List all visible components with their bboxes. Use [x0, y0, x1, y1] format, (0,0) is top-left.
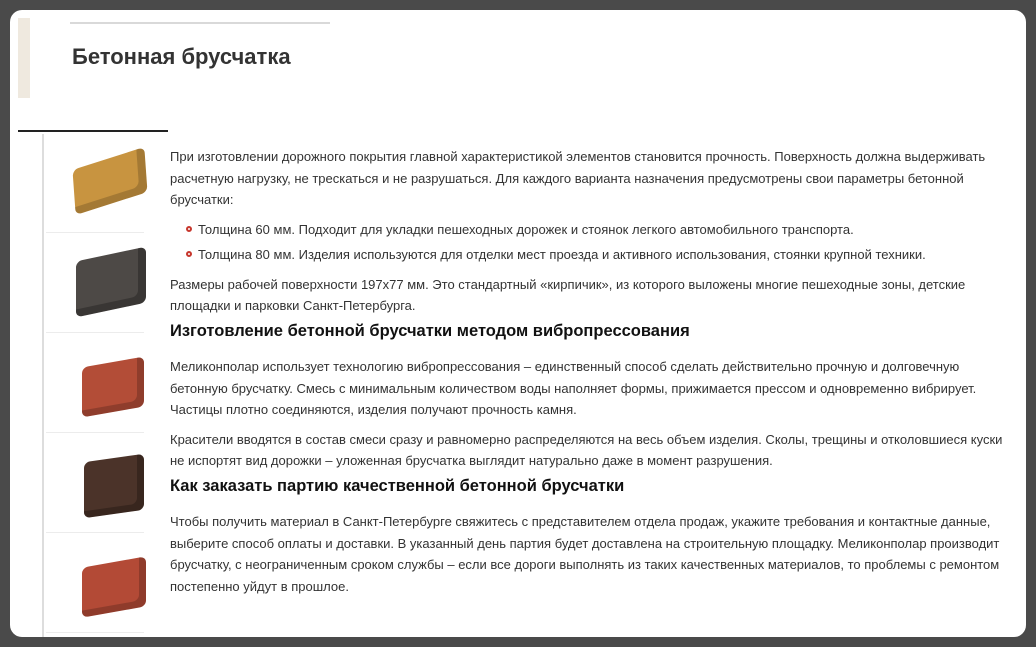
left-accent-bar — [18, 18, 30, 98]
top-divider-fragment — [70, 10, 330, 24]
page-title: Бетонная брусчатка — [72, 44, 291, 69]
content-card — [10, 10, 1026, 637]
thumbnail-yellow-brick[interactable] — [46, 134, 144, 233]
thumbnail-grey-brick[interactable] — [46, 234, 144, 333]
intro-paragraph: При изготовлении дорожного покрытия главной характеристикой элементов становится прочность. Поверхность должна выдерживать расчетную нагрузку, не трескаться и не разрушаться. Для каждого варианта назначения предусмотрены свои параметры бетонной брусчатки: — [170, 149, 986, 207]
section-heading-order: Как заказать партию качественной бетонной брусчатки — [170, 476, 625, 495]
list-item-text: Толщина 80 мм. Изделия используются для отделки мест проезда и активного использования, стоянки крупной техники. — [198, 247, 926, 262]
dyes-paragraph: Красители вводятся в состав смеси сразу и равномерно распределяются на весь объем изделия. Сколы, трещины и отколовшиеся куски не испортят вид дорожки – уложенная брусчатка выглядит натурально даже в момент разрушения. — [170, 431, 1003, 468]
paving-brick-image — [76, 247, 146, 318]
list-item-text: Толщина 60 мм. Подходит для укладки пешеходных дорожек и стоянок легкого автомобильного транспорта. — [198, 221, 854, 237]
thickness-list — [170, 219, 1010, 266]
vibropressing-paragraph: Меликонполар использует технологию вибропрессования – единственный способ сделать действительно прочную и долговечную бетонную брусчатку. Смесь с минимальным количеством воды наполняет формы, прижимается прессом и одновременно вибрирует. Частицы плотно соединяются, изделия получают прочность камня. — [170, 359, 977, 417]
thumbnail-brown-brick[interactable] — [46, 434, 144, 533]
section-heading-vibropressing: Изготовление бетонной брусчатки методом вибропрессования — [170, 321, 690, 340]
thumbnail-column — [42, 134, 144, 637]
paving-brick-image — [82, 357, 144, 418]
list-item — [170, 244, 1010, 266]
order-paragraph: Чтобы получить материал в Санкт-Петербурге свяжитесь с представителем отдела продаж, укажите требования и контактные данные, выберите способ оплаты и доставки. В указанный день партия будет доставлена на строительную площадку. Меликонполар производит брусчатку, с неограниченным сроком службы – если все дороги выполнять из таких качественных материалов, то проблемы с ремонтом постепенно уйдут в прошлое. — [170, 514, 1000, 594]
paving-brick-image — [82, 556, 146, 617]
thumbnail-red-brick[interactable] — [46, 334, 144, 433]
bullet-circle-icon — [186, 251, 192, 257]
sizes-paragraph: Размеры рабочей поверхности 197х77 мм. Это стандартный «кирпичик», из которого выложены многие пешеходные зоны, детские площадки и парковки Санкт-Петербурга. — [170, 276, 966, 313]
title-underline — [18, 130, 168, 132]
paving-brick-image — [72, 147, 147, 215]
thumbnail-red-brick-2[interactable] — [46, 534, 144, 633]
bullet-circle-icon — [186, 226, 192, 232]
article-body — [170, 146, 1010, 605]
paving-brick-image — [84, 454, 144, 518]
list-item — [170, 219, 1010, 241]
